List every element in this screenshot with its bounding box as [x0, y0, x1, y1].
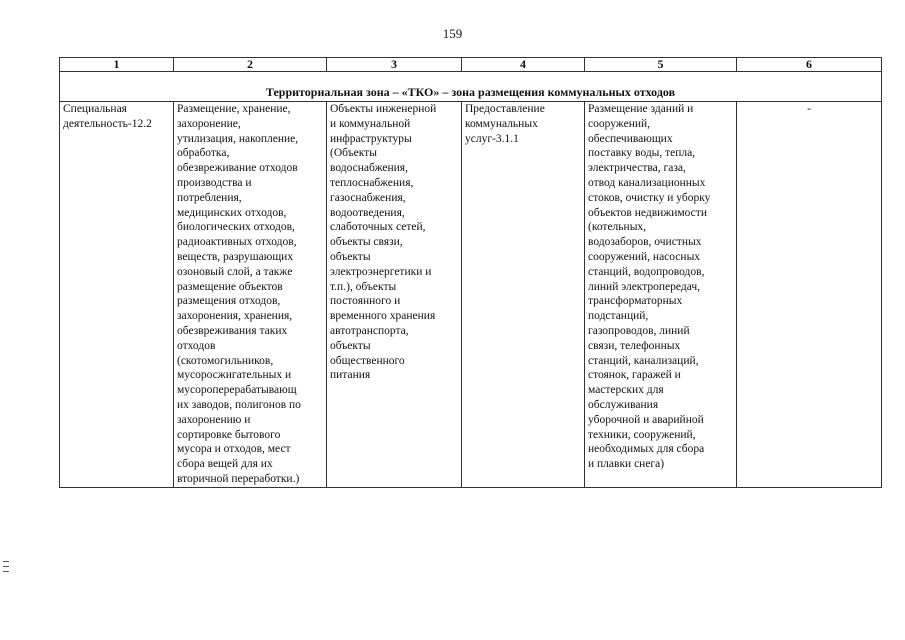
margin-marks: [3, 561, 9, 576]
margin-mark: [3, 561, 9, 562]
page-number: 159: [442, 26, 463, 41]
column-number-row: [60, 58, 882, 72]
auxiliary-objects-text: Объекты инженерной и коммунальной инфраструктуры (Объекты водоснабжения, теплоснабжения, газоснабжения, водоотведения, слаботочных сетей, объекты связи, объекты электроэнергетики и т.п.), объекты постоянного и временного хранения автотранспорта, объекты общественного питания: [330, 103, 437, 382]
column-header-2: 2: [174, 58, 327, 72]
column-header-4: 4: [462, 58, 585, 72]
column-header-3: 3: [327, 58, 462, 72]
table-cell-notes: [737, 102, 882, 488]
column-header-1: 1: [60, 58, 174, 72]
description-text: Размещение, хранение, захоронение, утилизация, накопление, обработка, обезвреживание отходов производства и потребления, медицинских отходов, биологических отходов, радиоактивных отходов, веществ, разрушающих озоновый слой, а также размещение объектов размещения отходов, захоронения, хранения, обезвреживания таких отходов (скотомогильников, мусоросжигательных и мусороперерабатывающ их заводов, полигонов по захоронению и сортировке бытового мусора и отходов, мест сбора вещей для их вторичной переработки.): [177, 103, 301, 485]
zone-title: Территориальная зона – «ТКО» – зона размещения коммунальных отходов: [60, 72, 882, 102]
table-cell-auxiliary-description: [585, 102, 737, 488]
table-row: [60, 102, 882, 488]
column-header-5: 5: [585, 58, 737, 72]
auxiliary-description-text: Размещение зданий и сооружений, обеспечивающих поставку воды, тепла, электричества, газа, отвод канализационных стоков, очистку и уборку объектов недвижимости (котельных, водозаборов, очистных сооружений, насосных станций, водопроводов, линий электропередач, трансформаторных подстанций, газопроводов, линий связи, телефонных станций, канализаций, стоянок, гаражей и мастерских для обслуживания уборочной и аварийной техники, сооружений, необходимых для сбора и плавки снега): [588, 103, 711, 471]
auxiliary-code-text: Предоставление коммунальных услуг-3.1.1: [465, 103, 545, 145]
margin-mark: [3, 566, 9, 567]
table-cell-auxiliary-code: [462, 102, 585, 488]
margin-mark: [3, 571, 9, 572]
table-cell-description: [174, 102, 327, 488]
notes-text: -: [807, 103, 811, 115]
land-use-table: [59, 57, 882, 488]
table-cell-activity-type: [60, 102, 174, 488]
table-cell-auxiliary-objects: [327, 102, 462, 488]
activity-type-text: Специальная деятельность-12.2: [63, 103, 152, 130]
column-header-6: 6: [737, 58, 882, 72]
zone-title-row: [60, 72, 882, 102]
